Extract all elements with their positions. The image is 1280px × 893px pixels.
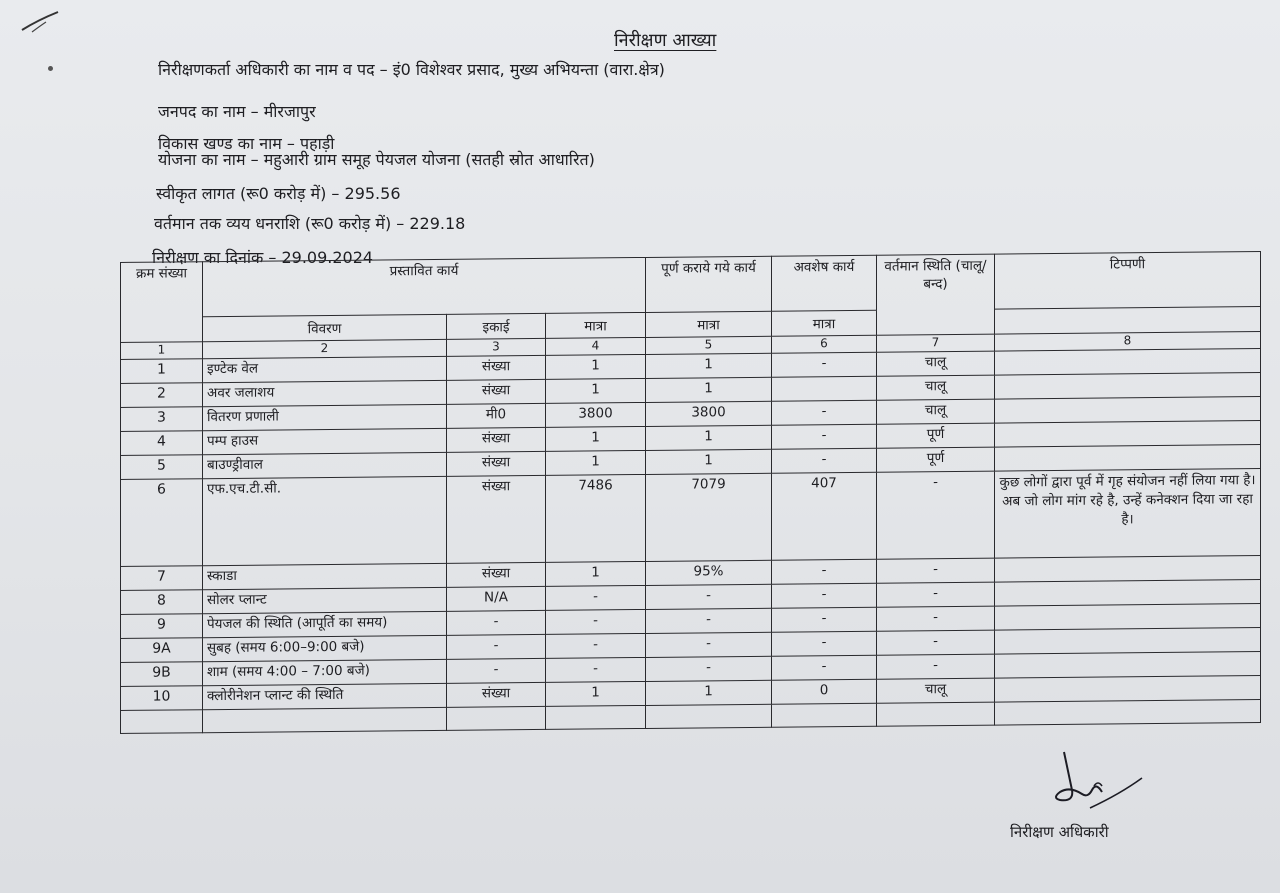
row-serial: 1 [121, 359, 203, 384]
row-description: क्लोरीनेशन प्लान्ट की स्थिति [203, 683, 447, 709]
table-row [121, 469, 1261, 567]
row-remaining: - [772, 631, 877, 656]
ink-dot [48, 66, 53, 71]
pen-stroke-mark [18, 6, 68, 36]
row-remaining [772, 376, 877, 401]
row-serial: 2 [121, 383, 203, 408]
row-completed: 1 [646, 353, 772, 378]
sanctioned-cost-line: स्वीकृत लागत (रू0 करोड़ में) – 295.56 [156, 184, 401, 203]
row-remaining: - [772, 655, 877, 680]
row-unit: संख्या [447, 475, 546, 563]
row-completed: 7079 [646, 473, 772, 561]
row-unit: संख्या [447, 379, 546, 404]
row-serial: 4 [121, 431, 203, 456]
row-quantity: - [546, 609, 646, 634]
empty-cell [203, 707, 447, 732]
column-number: 2 [203, 339, 447, 358]
column-number: 3 [447, 338, 546, 356]
row-status: - [877, 630, 995, 655]
empty-cell [995, 700, 1261, 726]
row-quantity: 7486 [546, 474, 646, 562]
row-serial: 9A [121, 638, 203, 663]
header-proposed-work: प्रस्तावित कार्य [203, 257, 646, 316]
row-status: - [877, 471, 995, 559]
row-status: - [877, 654, 995, 679]
header-completed-quantity: मात्रा [646, 311, 772, 337]
inspection-table [120, 251, 1261, 734]
column-number: 5 [646, 336, 772, 354]
row-unit: - [447, 658, 546, 683]
row-remark: कुछ लोगों द्वारा पूर्व में गृह संयोजन नहीं लिया गया है। अब जो लोग मांग रहे है, उन्हें कनेक्शन दिया जा रहा है। [995, 469, 1261, 559]
row-serial: 6 [121, 479, 203, 567]
header-completed-work: पूर्ण कराये गये कार्य [646, 256, 772, 312]
row-remark [995, 556, 1261, 583]
column-number: 7 [877, 334, 995, 352]
row-remark [995, 445, 1261, 472]
empty-cell [121, 710, 203, 734]
row-serial: 8 [121, 590, 203, 615]
row-description: बाउण्ड्रीवाल [203, 452, 447, 478]
row-description: शाम (समय 4:00 – 7:00 बजे) [203, 659, 447, 685]
row-completed: 1 [646, 449, 772, 474]
empty-cell [546, 705, 646, 729]
expenditure-line: वर्तमान तक व्यय धनराशि (रू0 करोड़ में) – 229.18 [154, 214, 466, 233]
row-completed: 1 [646, 680, 772, 705]
row-completed: - [646, 584, 772, 609]
row-quantity: 1 [546, 561, 646, 586]
row-description: सोलर प्लान्ट [203, 587, 447, 613]
row-remaining: - [772, 400, 877, 425]
header-remaining-quantity: मात्रा [772, 310, 877, 336]
scheme-line: योजना का नाम – महुआरी ग्राम समूह पेयजल योजना (सतही स्रोत आधारित) [158, 150, 595, 169]
header-remaining-work: अवशेष कार्य [772, 255, 877, 311]
row-completed: 3800 [646, 401, 772, 426]
row-unit: मी0 [447, 403, 546, 428]
column-number: 4 [546, 337, 646, 355]
row-quantity: 3800 [546, 402, 646, 427]
row-serial: 10 [121, 686, 203, 711]
row-remaining: 407 [772, 472, 877, 560]
row-serial: 3 [121, 407, 203, 432]
row-quantity: - [546, 633, 646, 658]
row-status: - [877, 582, 995, 607]
header-current-status: वर्तमान स्थिति (चालू/बन्द) [877, 254, 995, 335]
signature-scribble [1030, 750, 1150, 820]
page-title: निरीक्षण आख्या [614, 30, 717, 51]
district-line: जनपद का नाम – मीरजापुर [158, 102, 316, 121]
row-description: इण्टेक वेल [203, 356, 447, 382]
row-completed: - [646, 632, 772, 657]
row-status: पूर्ण [877, 447, 995, 472]
row-remark [995, 604, 1261, 631]
row-unit: संख्या [447, 355, 546, 380]
row-unit: संख्या [447, 682, 546, 707]
header-remarks: टिप्पणी [995, 252, 1261, 310]
header-remarks-blank [995, 307, 1261, 335]
row-remark [995, 397, 1261, 424]
row-unit: - [447, 610, 546, 635]
row-quantity: 1 [546, 426, 646, 451]
row-completed: 95% [646, 560, 772, 585]
row-remaining: - [772, 559, 877, 584]
row-description: अवर जलाशय [203, 380, 447, 406]
empty-cell [447, 706, 546, 730]
row-description: सुबह (समय 6:00–9:00 बजे) [203, 635, 447, 661]
row-status: पूर्ण [877, 423, 995, 448]
row-quantity: - [546, 657, 646, 682]
row-unit: संख्या [447, 427, 546, 452]
row-description: स्काडा [203, 563, 447, 589]
row-description: वितरण प्रणाली [203, 404, 447, 430]
row-quantity: 1 [546, 681, 646, 706]
header-description: विवरण [203, 314, 447, 341]
row-remark [995, 349, 1261, 376]
row-unit: संख्या [447, 562, 546, 587]
row-description: एफ.एच.टी.सी. [203, 476, 447, 565]
row-unit: - [447, 634, 546, 659]
header-serial: क्रम संख्या [121, 262, 203, 343]
signature-label: निरीक्षण अधिकारी [1010, 823, 1109, 841]
row-remaining: - [772, 424, 877, 449]
row-unit: N/A [447, 586, 546, 611]
row-status: चालू [877, 678, 995, 703]
row-serial: 5 [121, 455, 203, 480]
row-serial: 7 [121, 566, 203, 591]
row-remark [995, 580, 1261, 607]
block-line: विकास खण्ड का नाम – पहाड़ी [158, 134, 335, 153]
empty-cell [877, 702, 995, 726]
row-remark [995, 373, 1261, 400]
row-status: - [877, 606, 995, 631]
row-serial: 9 [121, 614, 203, 639]
header-quantity: मात्रा [546, 312, 646, 338]
row-quantity: 1 [546, 378, 646, 403]
row-completed: - [646, 608, 772, 633]
row-serial: 9B [121, 662, 203, 687]
row-status: चालू [877, 399, 995, 424]
row-completed: 1 [646, 425, 772, 450]
row-remark [995, 676, 1261, 703]
row-unit: संख्या [447, 451, 546, 476]
inspection-date-line: निरीक्षण का दिनांक – 29.09.2024 [152, 248, 374, 267]
row-remaining: - [772, 607, 877, 632]
row-status: चालू [877, 351, 995, 376]
row-remaining: - [772, 583, 877, 608]
row-description: पेयजल की स्थिति (आपूर्ति का समय) [203, 611, 447, 637]
row-remaining: 0 [772, 679, 877, 704]
empty-cell [646, 704, 772, 728]
row-remark [995, 652, 1261, 679]
row-status: चालू [877, 375, 995, 400]
column-number: 6 [772, 335, 877, 353]
header-unit: इकाई [447, 313, 546, 339]
row-remaining: - [772, 448, 877, 473]
row-status: - [877, 558, 995, 583]
row-quantity: - [546, 585, 646, 610]
column-number: 1 [121, 342, 203, 360]
row-quantity: 1 [546, 450, 646, 475]
officer-line: निरीक्षणकर्ता अधिकारी का नाम व पद – इं0 विशेश्वर प्रसाद, मुख्य अभियन्ता (वारा.क्षेत्र) [158, 60, 665, 79]
row-remark [995, 628, 1261, 655]
column-number: 8 [995, 332, 1261, 352]
row-description: पम्प हाउस [203, 428, 447, 454]
row-quantity: 1 [546, 354, 646, 379]
empty-cell [772, 703, 877, 727]
row-remaining: - [772, 352, 877, 377]
row-remark [995, 421, 1261, 448]
row-completed: 1 [646, 377, 772, 402]
inspection-table-wrapper [120, 251, 1260, 734]
row-completed: - [646, 656, 772, 681]
